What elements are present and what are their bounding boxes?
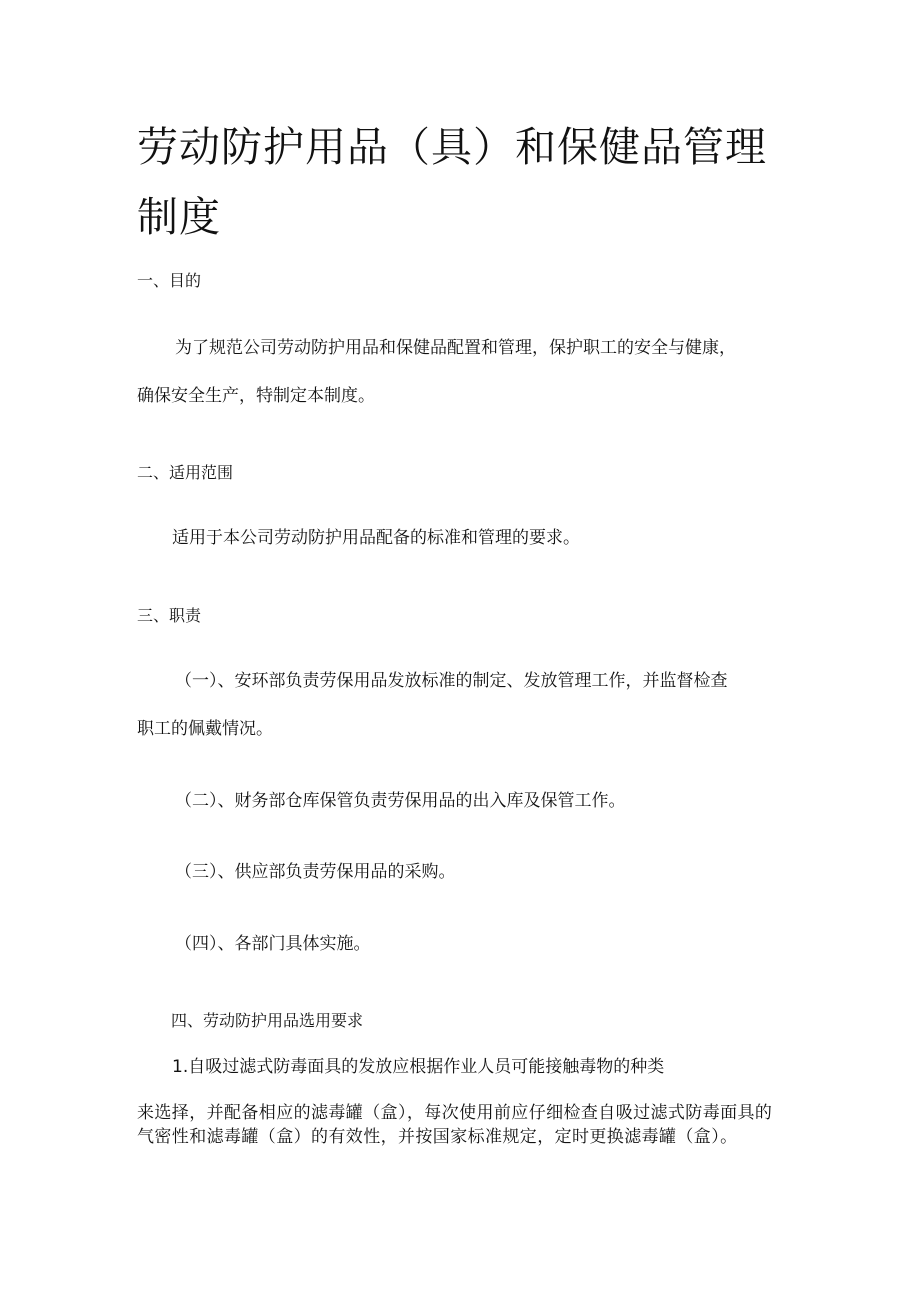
section-heading-duties: 三、职责 xyxy=(137,606,202,625)
selection-item-1-rest: 来选择，并配备相应的滤毒罐（盒），每次使用前应仔细检查自吸过滤式防毒面具的气密性和滤毒罐（盒）的有效性，并按国家标准规定，定时更换滤毒罐（盒）。 xyxy=(137,1103,773,1147)
paragraph-scope: 适用于本公司劳动防护用品配备的标准和管理的要求。 xyxy=(172,528,580,548)
duty-item-3: （三）、供应部负责劳保用品的采购。 xyxy=(175,862,456,882)
paragraph-purpose-line-1: 为了规范公司劳动防护用品和保健品配置和管理，保护职工的安全与健康， xyxy=(175,338,736,358)
duty-item-1-line-2: 职工的佩戴情况。 xyxy=(137,719,273,739)
paragraph-purpose-line-2: 确保安全生产，特制定本制度。 xyxy=(137,386,375,406)
section-heading-selection: 四、劳动防护用品选用要求 xyxy=(171,1011,364,1030)
duty-item-2: （二）、财务部仓库保管负责劳保用品的出入库及保管工作。 xyxy=(175,791,626,811)
document-title xyxy=(137,112,797,252)
section-heading-purpose: 一、目的 xyxy=(137,271,202,290)
duty-item-4: （四）、各部门具体实施。 xyxy=(175,934,371,954)
title-line-1: 劳动防护用品（具）和保健品管理 xyxy=(137,123,767,171)
section-heading-scope: 二、适用范围 xyxy=(137,463,234,482)
selection-item-1-line-1: 1.自吸过滤式防毒面具的发放应根据作业人员可能接触毒物的种类 xyxy=(172,1057,665,1077)
title-line-2: 制度 xyxy=(137,193,221,241)
duty-item-1-line-1: （一）、安环部负责劳保用品发放标准的制定、发放管理工作，并监督检查 xyxy=(175,671,728,691)
